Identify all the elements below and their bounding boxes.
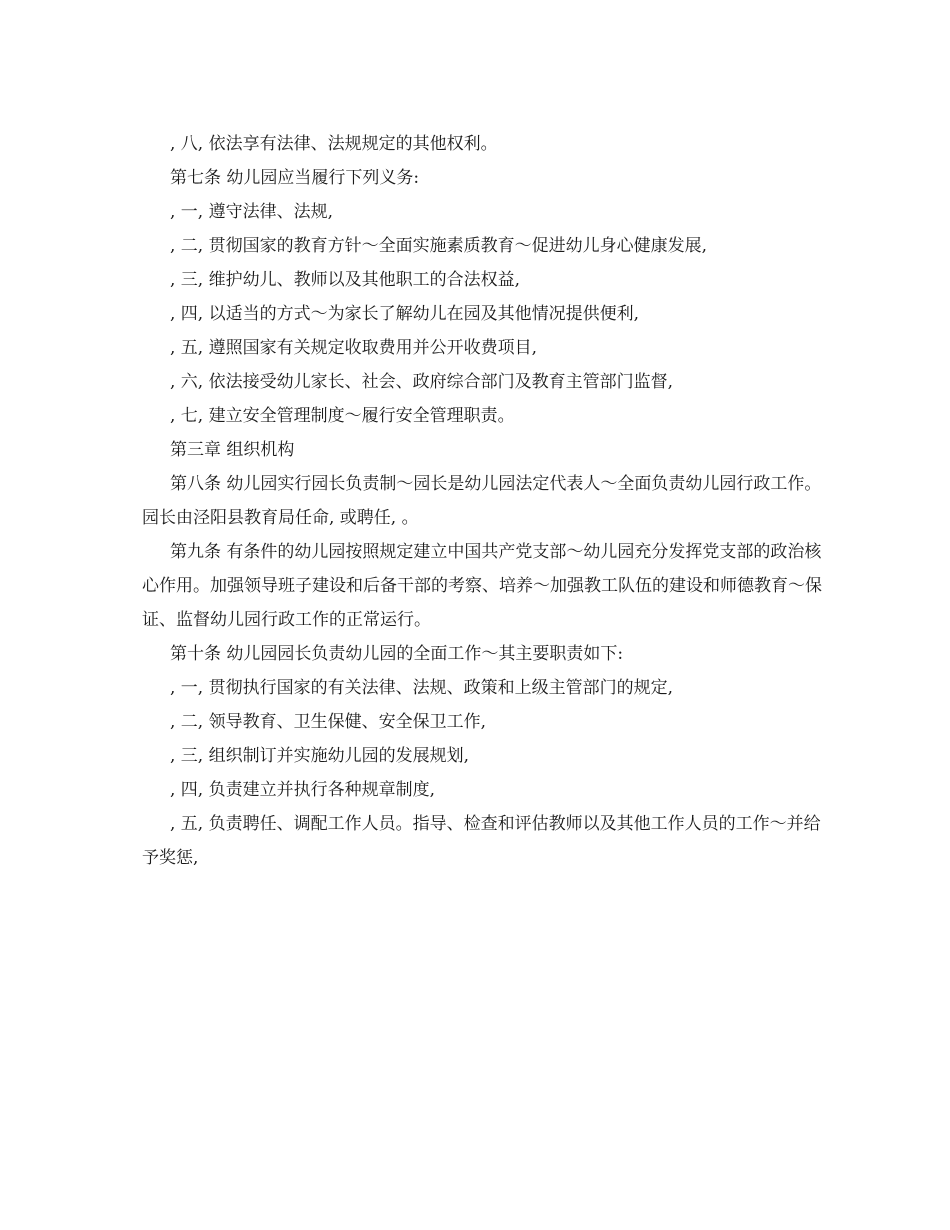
- document-body: [142, 127, 822, 875]
- article-7-item-5: , 五, 遵照国家有关规定收取费用并公开收费项目,: [170, 338, 538, 358]
- article-10-item-2: , 二, 领导教育、卫生保健、安全保卫工作,: [170, 712, 487, 732]
- article-8-paragraph: 第八条 幼儿园实行园长负责制～园长是幼儿园法定代表人～全面负责幼儿园行政工作。园长由泾阳县教育局任命, 或聘任, 。: [142, 474, 822, 528]
- article-7-item-2: , 二, 贯彻国家的教育方针～全面实施素质教育～促进幼儿身心健康发展,: [170, 236, 708, 256]
- chapter-3-heading: 第三章 组织机构: [170, 440, 295, 460]
- article-9-paragraph: 第九条 有条件的幼儿园按照规定建立中国共产党支部～幼儿园充分发挥党支部的政治核心作用。加强领导班子建设和后备干部的考察、培养～加强教工队伍的建设和师德教育～保证、监督幼儿园行政工作的正常运行。: [142, 542, 822, 630]
- article-10-item-5: , 五, 负责聘任、调配工作人员。指导、检查和评估教师以及其他工作人员的工作～并给予奖惩,: [142, 814, 821, 868]
- article-7-heading: 第七条 幼儿园应当履行下列义务:: [170, 168, 420, 188]
- article-10-item-4: , 四, 负责建立并执行各种规章制度,: [170, 780, 436, 800]
- article-10-item-3: , 三, 组织制订并实施幼儿园的发展规划,: [170, 746, 470, 766]
- article-7-item-3: , 三, 维护幼儿、教师以及其他职工的合法权益,: [170, 270, 521, 290]
- article-7-item-1: , 一, 遵守法律、法规,: [170, 202, 334, 222]
- article-10-heading: 第十条 幼儿园园长负责幼儿园的全面工作～其主要职责如下:: [170, 644, 624, 664]
- article-7-item-4: , 四, 以适当的方式～为家长了解幼儿在园及其他情况提供便利,: [170, 304, 640, 324]
- article-10-item-1: , 一, 贯彻执行国家的有关法律、法规、政策和上级主管部门的规定,: [170, 678, 674, 698]
- article-7-item-6: , 六, 依法接受幼儿家长、社会、政府综合部门及教育主管部门监督,: [170, 372, 674, 392]
- article-7-item-7: , 七, 建立安全管理制度～履行安全管理职责。: [170, 406, 515, 426]
- paragraph-item-8-rights: , 八, 依法享有法律、法规规定的其他权利。: [170, 134, 498, 154]
